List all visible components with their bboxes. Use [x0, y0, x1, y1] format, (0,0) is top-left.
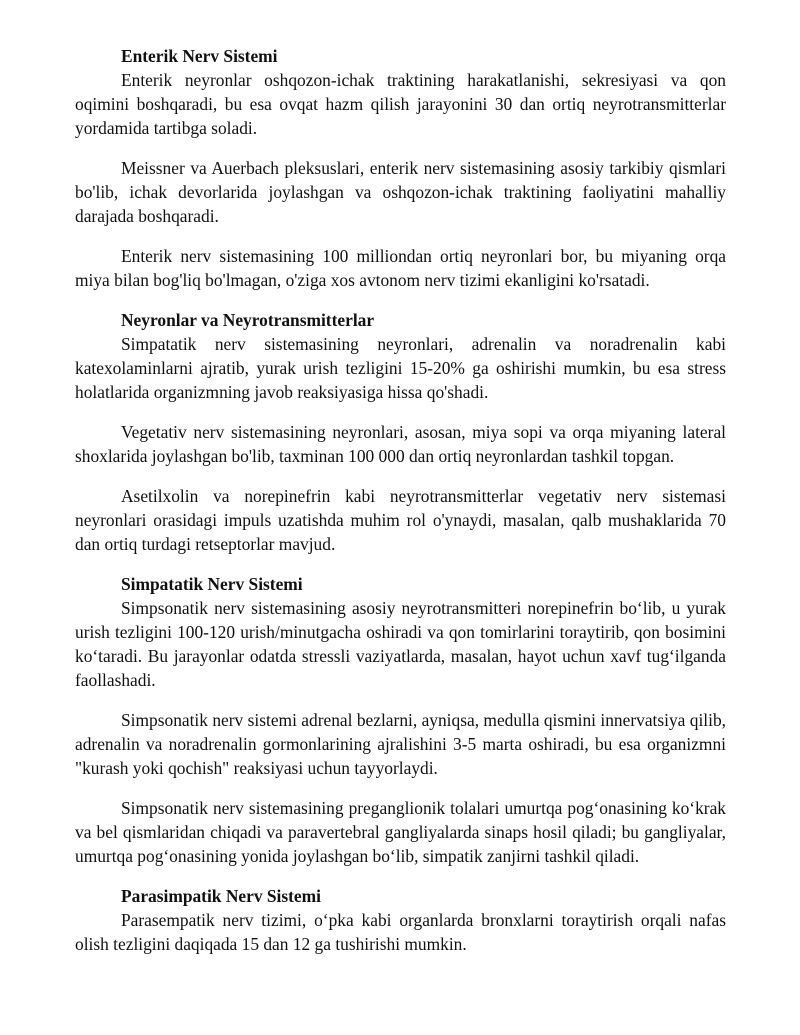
paragraph: Parasempatik nerv tizimi, o‘pka kabi organlarda bronxlarni toraytirish orqali nafas olish tezligini daqiqada 15 dan 12 ga tushirishi mumkin. [75, 910, 726, 954]
paragraph: Enterik nerv sistemasining 100 milliondan ortiq neyronlari bor, bu miyaning orqa miya bilan bog'liq bo'lmagan, o'ziga xos avtonom nerv tizimi ekanligini ko'rsatadi. [75, 246, 726, 290]
section-heading-simpatatik: Simpatatik Nerv Sistemi [121, 574, 303, 594]
paragraph: Vegetativ nerv sistemasining neyronlari, asosan, miya sopi va orqa miyaning lateral shoxlarida joylashgan bo'lib, taxminan 100 000 dan ortiq neyronlardan tashkil topgan. [75, 422, 726, 466]
document-page [75, 44, 726, 956]
paragraph: Simpatatik nerv sistemasining neyronlari, adrenalin va noradrenalin kabi katexolaminlarni ajratib, yurak urish tezligini 15-20% ga oshirishi mumkin, bu esa stress holatlarida organizmning javob reaksiyasiga hissa qo'shadi. [75, 334, 726, 402]
section-heading-neyronlar: Neyronlar va Neyrotransmitterlar [121, 310, 375, 330]
paragraph: Meissner va Auerbach pleksuslari, enterik nerv sistemasining asosiy tarkibiy qismlari bo'lib, ichak devorlarida joylashgan va oshqozon-ichak traktining faoliyatini mahalliy darajada boshqaradi. [75, 158, 726, 226]
paragraph: Enterik neyronlar oshqozon-ichak traktining harakatlanishi, sekresiyasi va qon oqimini boshqaradi, bu esa ovqat hazm qilish jarayonini 30 dan ortiq neyrotransmitterlar yordamida tartibga soladi. [75, 70, 726, 138]
paragraph: Simpsonatik nerv sistemasining asosiy neyrotransmitteri norepinefrin bo‘lib, u yurak urish tezligini 100-120 urish/minutgacha oshiradi va qon tomirlarini toraytirib, qon bosimini ko‘taradi. Bu jarayonlar odatda stressli vaziyatlarda, masalan, hayot uchun xavf tug‘ilganda faollashadi. [75, 598, 726, 690]
paragraph: Simpsonatik nerv sistemasining preganglionik tolalari umurtqa pog‘onasining ko‘krak va bel qismlaridan chiqadi va paravertebral gangliyalarda sinaps hosil qiladi; bu gangliyalar, umurtqa pog‘onasining yonida joylashgan bo‘lib, simpatik zanjirni tashkil qiladi. [75, 798, 726, 866]
paragraph: Asetilxolin va norepinefrin kabi neyrotransmitterlar vegetativ nerv sistemasi neyronlari orasidagi impuls uzatishda muhim rol o'ynaydi, masalan, qalb mushaklarida 70 dan ortiq turdagi retseptorlar mavjud. [75, 486, 726, 554]
section-heading-parasimpatik: Parasimpatik Nerv Sistemi [121, 886, 321, 906]
paragraph: Simpsonatik nerv sistemi adrenal bezlarni, ayniqsa, medulla qismini innervatsiya qilib, adrenalin va noradrenalin gormonlarining ajralishini 3-5 marta oshiradi, bu esa organizmni "kurash yoki qochish" reaksiyasi uchun tayyorlaydi. [75, 710, 726, 778]
section-heading-enterik: Enterik Nerv Sistemi [121, 46, 278, 66]
